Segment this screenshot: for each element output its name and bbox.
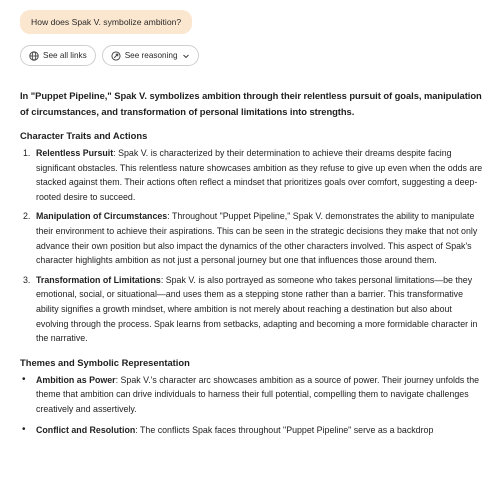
- reasoning-icon: [111, 51, 121, 61]
- list-item-title: Relentless Pursuit: [36, 148, 114, 158]
- bullet-icon: •: [22, 373, 26, 385]
- section-heading-character-traits: Character Traits and Actions: [20, 130, 148, 141]
- list-item-text: : Spak V. is characterized by their determination to achieve their dreams despite facing significant obstacles. This relentless nature showcases ambition as they refuse to give up even when the odds are stacked against them. Their actions often reflect a mindset that prioritizes goals over comfort, suggesting a deep-rooted desire to succeed.: [36, 148, 483, 202]
- list-item: [20, 423, 486, 438]
- list-item: [20, 373, 486, 417]
- list-item-text: : Spak V.'s character arc showcases ambition as a source of power. Their journey unfolds the theme that ambition can drive individuals to harness their full potential, compelling them to navigate challenges creatively and assertively.: [36, 374, 480, 414]
- see-all-links-label: See all links: [43, 51, 87, 60]
- list-item: [20, 273, 486, 346]
- chevron-down-icon: [182, 52, 190, 60]
- see-all-links-button[interactable]: [20, 45, 96, 66]
- list-item-text: : Spak V. is also portrayed as someone who takes personal limitations—be they emotional, social, or situational—and uses them as a stepping stone rather than a barrier. This transformative ability signifies a growth mindset, where ambition is not merely about reaching a destination but also about evolving through the process. Spak learns from setbacks, adapting and becoming a more formidable character in the narrative.: [36, 274, 478, 344]
- user-query-bubble: How does Spak V. symbolize ambition?: [20, 10, 192, 34]
- character-traits-list: [20, 146, 486, 346]
- see-reasoning-label: See reasoning: [124, 51, 178, 60]
- section-heading-themes: Themes and Symbolic Representation: [20, 356, 190, 368]
- see-reasoning-button[interactable]: [102, 45, 199, 66]
- list-item-number: 3.: [23, 274, 31, 285]
- list-item: [20, 146, 486, 204]
- list-item-text: : Throughout "Puppet Pipeline," Spak V. demonstrates the ability to manipulate their environment to achieve their aspirations. This can be seen in the strategic decisions they make that not only advance their own position but also impact the dynamics of the other characters involved. This aspect of Spak's character highlights ambition as not just a personal journey but one that influences those around them.: [36, 211, 478, 266]
- list-item-title: Transformation of Limitations: [36, 274, 161, 285]
- list-item-title: Ambition as Power: [36, 374, 116, 385]
- list-item-title: Manipulation of Circumstances: [36, 211, 168, 222]
- list-item-number: 2.: [23, 211, 31, 222]
- answer-lead-paragraph: In "Puppet Pipeline," Spak V. symbolizes ambition through their relentless pursuit of goals, manipulation of circumstances, and transformation of personal limitations into strengths.: [20, 90, 482, 117]
- bullet-icon: •: [22, 423, 26, 435]
- list-item: [20, 209, 486, 267]
- globe-icon: [29, 51, 39, 61]
- list-item-title: Conflict and Resolution: [36, 424, 136, 435]
- answer-toolbar: [20, 45, 486, 66]
- list-item-text: : The conflicts Spak faces throughout "Puppet Pipeline" serve as a backdrop: [135, 424, 434, 435]
- list-item-number: 1.: [23, 148, 31, 158]
- themes-list: [20, 373, 486, 437]
